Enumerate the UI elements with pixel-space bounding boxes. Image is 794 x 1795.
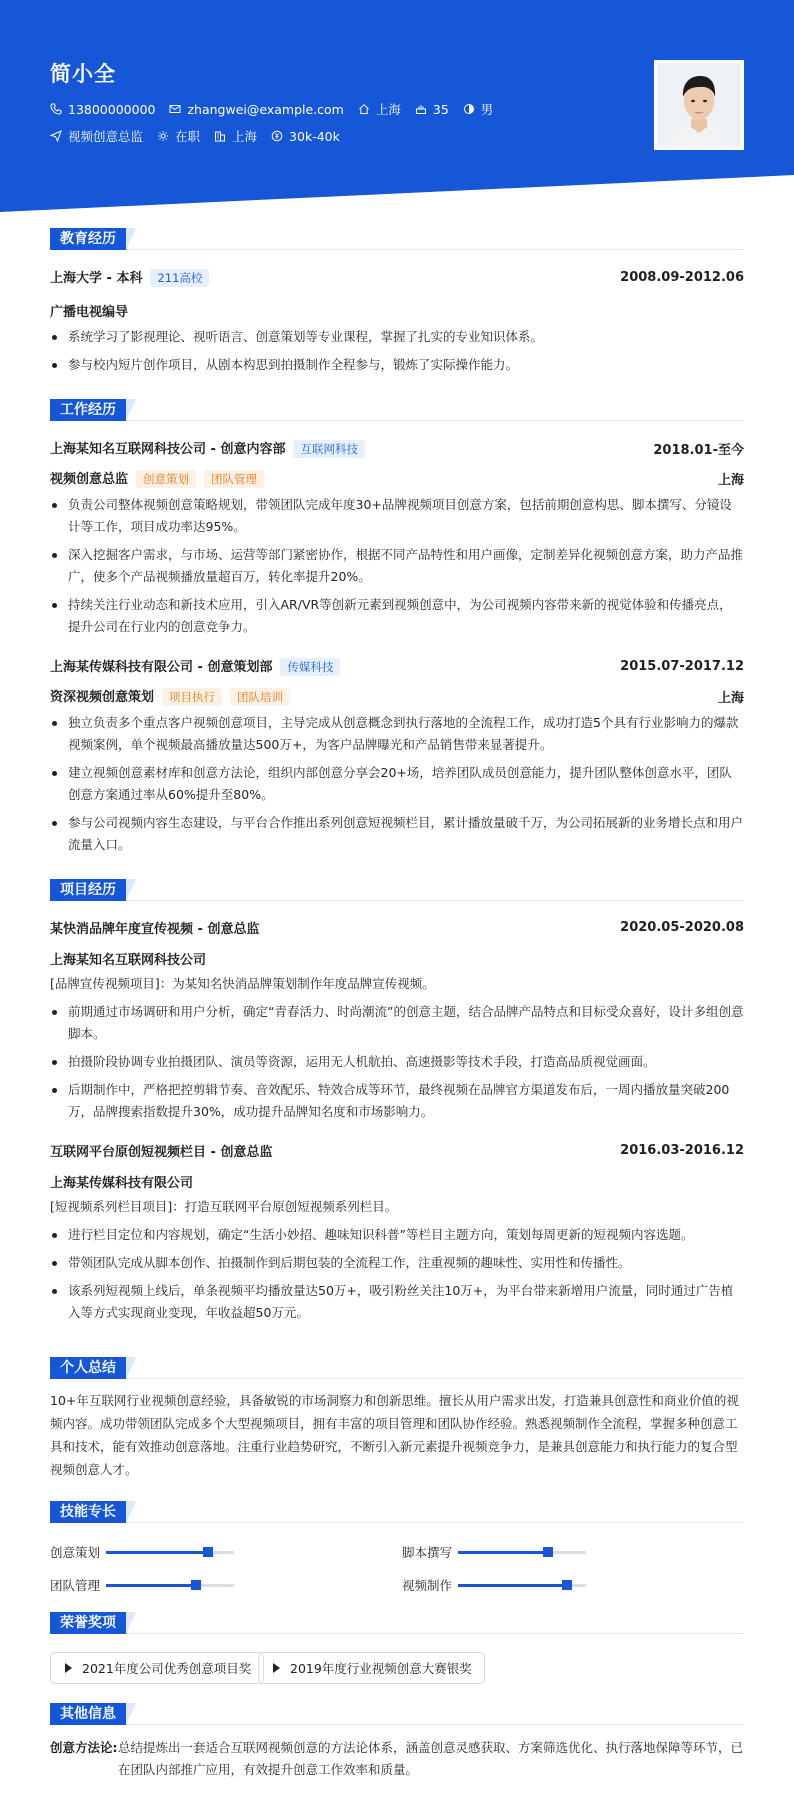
education-bullets <box>50 326 744 376</box>
skill-bar <box>458 1551 586 1554</box>
skill-item <box>402 1576 586 1594</box>
project-org: 上海某传媒科技有限公司 <box>50 1176 194 1191</box>
award-label: 2019年度行业视频创意大赛银奖 <box>290 1661 472 1676</box>
coin-icon <box>271 130 283 142</box>
list-item: 建立视频创意素材库和创意方法论，组织内部创意分享会20+场，培养团队成员创意能力，提升团队整体创意水平，团队创意方案通过率从60%提升至80%。 <box>50 762 744 806</box>
home-icon <box>358 103 370 115</box>
job-bullets <box>50 494 744 638</box>
gender-item <box>463 100 494 118</box>
phone-item <box>50 102 155 117</box>
other-label: 创意方法论: <box>50 1740 118 1755</box>
status-value: 在职 <box>175 129 201 144</box>
skills-section <box>50 1501 744 1591</box>
education-section <box>50 228 744 376</box>
gender-value: 男 <box>480 102 494 117</box>
play-icon <box>273 1663 280 1673</box>
skill-name: 团队管理 <box>50 1578 101 1593</box>
list-item: 独立负责多个重点客户视频创意项目，主导完成从创意概念到执行落地的全流程工作，成功打造5个具有行业影响力的爆款视频案例，单个视频最高播放量达500万+，为客户品牌曝光和产品销售带来显著提升。 <box>50 712 744 756</box>
city-value: 上海 <box>375 102 401 117</box>
list-item: 深入挖掘客户需求，与市场、运营等部门紧密协作，根据不同产品特性和用户画像，定制差异化视频创意方案，助力产品推广，使多个产品视频播放量超百万，转化率提升20%。 <box>50 544 744 588</box>
skill-tag: 项目执行 <box>162 688 222 706</box>
skill-bar <box>106 1584 234 1587</box>
skill-level-marker <box>191 1580 201 1590</box>
salary-value: 30k-40k <box>289 128 340 144</box>
work-entry <box>50 656 744 856</box>
job-period: 2015.07-2017.12 <box>620 658 744 674</box>
resume-header <box>0 0 794 212</box>
other-row <box>50 1737 744 1781</box>
list-item: 参与公司视频内容生态建设，与平台合作推出系列创意短视频栏目，累计播放量破千万，为公司拓展新的业务增长点和用户流量入口。 <box>50 812 744 856</box>
list-item: 该系列短视频上线后，单条视频平均播放量达50万+，吸引粉丝关注10万+，为平台带来新增用户流量，同时通过广告植入等方式实现商业变现，年收益超50万元。 <box>50 1280 744 1324</box>
education-header-row <box>50 267 744 287</box>
phone-value: 13800000000 <box>68 101 156 117</box>
email-item <box>169 102 343 117</box>
skill-item <box>50 1543 234 1561</box>
company-name: 上海某知名互联网科技公司 - 创意内容部 <box>50 442 286 457</box>
skill-item <box>402 1543 586 1561</box>
gear-icon <box>157 130 169 142</box>
award-label: 2021年度公司优秀创意项目奖 <box>82 1661 252 1676</box>
intent-row <box>50 127 354 145</box>
email-icon <box>169 103 181 115</box>
skill-name: 创意策划 <box>50 1545 101 1560</box>
play-icon <box>65 1663 72 1673</box>
skill-bar <box>106 1551 234 1554</box>
other-title: 其他信息 <box>50 1703 126 1725</box>
city-item <box>358 100 401 118</box>
projects-section <box>50 879 744 1324</box>
summary-section <box>50 1357 744 1481</box>
job-location: 上海 <box>717 690 744 706</box>
skill-name: 视频制作 <box>402 1578 453 1593</box>
target-city-value: 上海 <box>232 129 258 144</box>
target-position-item <box>50 127 143 145</box>
send-icon <box>50 130 62 142</box>
industry-tag: 互联网科技 <box>293 440 365 458</box>
skill-tag: 团队管理 <box>204 470 264 488</box>
job-location: 上海 <box>717 472 744 488</box>
list-item: 持续关注行业动态和新技术应用，引入AR/VR等创新元素到视频创意中，为公司视频内容带来新的视觉体验和传播亮点，提升公司在行业内的创意竞争力。 <box>50 594 744 638</box>
summary-text: 10+年互联网行业视频创意经验，具备敏锐的市场洞察力和创新思维。擅长从用户需求出发，打造兼具创意性和商业价值的视频内容。成功带领团队完成多个大型视频项目，拥有丰富的项目管理和团队协作经验。熟悉视频制作全流程，掌握多种创意工具和技术，能有效推动创意落地。注重行业趋势研究，不断引入新元素提升视频竞争力，是兼具创意能力和执行能力的复合型视频创意人才。 <box>50 1393 739 1477</box>
candidate-name: 简小全 <box>50 62 116 86</box>
award-chip <box>50 1652 264 1684</box>
list-item: 前期通过市场调研和用户分析，确定“青春活力、时尚潮流”的创意主题，结合品牌产品特点和目标受众喜好，设计多组创意脚本。 <box>50 1001 744 1045</box>
avatar <box>657 63 741 147</box>
job-bullets <box>50 712 744 856</box>
awards-section <box>50 1612 744 1692</box>
job-role: 视频创意总监 <box>50 472 129 487</box>
award-chip <box>258 1652 485 1684</box>
projects-title: 项目经历 <box>50 879 126 901</box>
project-bullets <box>50 1001 744 1123</box>
project-period: 2020.05-2020.08 <box>620 920 744 935</box>
contact-row <box>50 100 507 118</box>
school-tag: 211高校 <box>150 269 209 287</box>
project-entry <box>50 918 744 1123</box>
project-period: 2016.03-2016.12 <box>620 1143 744 1158</box>
skill-level-marker <box>203 1547 213 1557</box>
skill-tag: 创意策划 <box>136 470 196 488</box>
profile-photo <box>654 60 744 150</box>
company-name: 上海某传媒科技有限公司 - 创意策划部 <box>50 660 273 675</box>
school-name: 上海大学 - 本科 <box>50 271 143 286</box>
skill-name: 脚本撰写 <box>402 1545 453 1560</box>
summary-title: 个人总结 <box>50 1357 126 1379</box>
list-item: 参与校内短片创作项目，从剧本构思到拍摄制作全程参与，锻炼了实际操作能力。 <box>50 354 744 376</box>
education-title: 教育经历 <box>50 228 126 250</box>
age-value: 35 <box>432 101 449 117</box>
status-item <box>157 127 200 145</box>
list-item: 拍摄阶段协调专业拍摄团队、演员等资源，运用无人机航拍、高速摄影等技术手段，打造高品质视觉画面。 <box>50 1051 744 1073</box>
other-text: 总结提炼出一套适合互联网视频创意的方法论体系，涵盖创意灵感获取、方案筛选优化、执行落地保障等环节，已在团队内部推广应用，有效提升创意工作效率和质量。 <box>118 1740 744 1777</box>
building-icon <box>214 130 226 142</box>
project-desc: [品牌宣传视频项目]：为某知名快消品牌策划制作年度品牌宣传视频。 <box>50 976 435 991</box>
skill-level-marker <box>562 1580 572 1590</box>
project-org: 上海某知名互联网科技公司 <box>50 953 207 968</box>
education-major: 广播电视编导 <box>50 305 129 320</box>
project-name: 互联网平台原创短视频栏目 - 创意总监 <box>50 1145 273 1160</box>
list-item: 带领团队完成从脚本创作、拍摄制作到后期包装的全流程工作，注重视频的趣味性、实用性和传播性。 <box>50 1252 744 1274</box>
project-desc: [短视频系列栏目项目]：打造互联网平台原创短视频系列栏目。 <box>50 1199 398 1214</box>
list-item: 后期制作中，严格把控剪辑节奏、音效配乐、特效合成等环节，最终视频在品牌官方渠道发布后，一周内播放量突破200万，品牌搜索指数提升30%，成功提升品牌知名度和市场影响力。 <box>50 1079 744 1123</box>
target-position-value: 视频创意总监 <box>68 129 144 144</box>
awards-title: 荣誉奖项 <box>50 1612 126 1634</box>
skill-level-marker <box>543 1547 553 1557</box>
skill-bar <box>458 1584 586 1587</box>
education-period: 2008.09-2012.06 <box>620 269 744 285</box>
phone-icon <box>50 103 62 115</box>
work-entry <box>50 438 744 638</box>
skill-item <box>50 1576 234 1594</box>
project-bullets <box>50 1224 744 1324</box>
list-item: 系统学习了影视理论、视听语言、创意策划等专业课程，掌握了扎实的专业知识体系。 <box>50 326 744 348</box>
list-item: 负责公司整体视频创意策略规划，带领团队完成年度30+品牌视频项目创意方案，包括前期创意构思、脚本撰写、分镜设计等工作，项目成功率达95%。 <box>50 494 744 538</box>
job-role: 资深视频创意策划 <box>50 690 155 705</box>
list-item: 进行栏目定位和内容规划，确定“生活小妙招、趣味知识科普”等栏目主题方向，策划每周更新的短视频内容选题。 <box>50 1224 744 1246</box>
cake-icon <box>415 103 427 115</box>
age-item <box>415 102 449 117</box>
skill-tag: 团队培训 <box>230 688 290 706</box>
work-title: 工作经历 <box>50 399 126 421</box>
project-entry <box>50 1141 744 1324</box>
other-section <box>50 1703 744 1781</box>
email-value: zhangwei@example.com <box>187 101 344 117</box>
target-city-item <box>214 127 257 145</box>
skills-title: 技能专长 <box>50 1501 126 1523</box>
project-name: 某快消品牌年度宣传视频 - 创意总监 <box>50 922 260 937</box>
work-section <box>50 399 744 856</box>
job-period: 2018.01-至今 <box>653 442 744 458</box>
salary-item <box>271 129 340 144</box>
gender-icon <box>463 103 475 115</box>
industry-tag: 传媒科技 <box>280 658 340 676</box>
